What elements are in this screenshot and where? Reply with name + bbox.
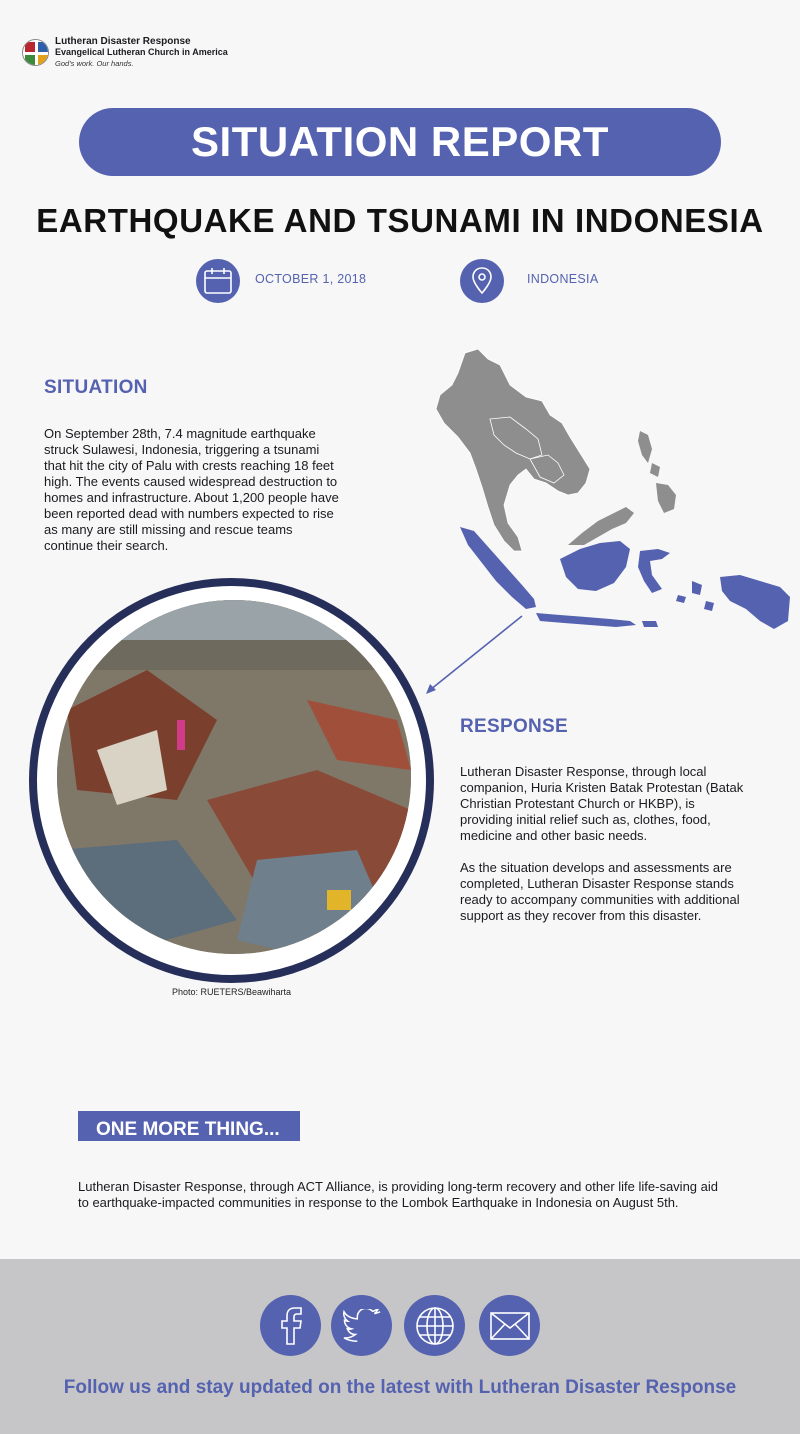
facebook-icon[interactable] (260, 1295, 321, 1356)
follow-us-text: Follow us and stay updated on the latest with Lutheran Disaster Response (63, 1377, 737, 1398)
one-more-thing-heading: ONE MORE THING... (78, 1111, 300, 1141)
disaster-photo (57, 600, 411, 954)
southeast-asia-map (430, 345, 795, 645)
footer (0, 1259, 800, 1434)
tagline: God's work. Our hands. (55, 59, 134, 68)
org-name: Lutheran Disaster Response (55, 36, 191, 47)
location-pin-icon (460, 259, 504, 303)
mail-icon[interactable] (479, 1295, 540, 1356)
report-date: OCTOBER 1, 2018 (255, 272, 367, 286)
church-name: Evangelical Lutheran Church in America (55, 47, 228, 57)
photo-credit: Photo: RUETERS/Beawiharta (172, 987, 292, 997)
response-paragraph-2: As the situation develops and assessments are completed, Lutheran Disaster Response stands ready to accompany communities with additional support as they recover from this disaster. (460, 860, 740, 923)
report-banner: SITUATION REPORT (79, 108, 721, 176)
response-paragraph-1: Lutheran Disaster Response, through local companion, Huria Kristen Batak Protestan (Batak Christian Protestant Church or HKBP), is providing initial relief such as, clothes, food, medicine and other basic needs. (460, 764, 744, 843)
elca-cross-logo-icon (22, 39, 49, 66)
twitter-icon[interactable] (331, 1295, 392, 1356)
report-location: INDONESIA (527, 272, 599, 286)
org-logo[interactable] (22, 36, 228, 69)
calendar-icon (196, 259, 240, 303)
situation-text: On September 28th, 7.4 magnitude earthquake struck Sulawesi, Indonesia, triggering a tsunami that hit the city of Palu with crests reaching 18 feet high. The events caused widespread destruction to homes and infrastructure. About 1,200 people have been reported dead with numbers expected to rise as many are still missing and rescue teams continue their search. (44, 426, 339, 553)
situation-heading: SITUATION (44, 377, 148, 398)
globe-icon[interactable] (404, 1295, 465, 1356)
org-name-block (55, 36, 228, 69)
map-pointer-arrow (420, 610, 530, 700)
page-title: EARTHQUAKE AND TSUNAMI IN INDONESIA (36, 202, 764, 239)
response-heading: RESPONSE (460, 716, 568, 737)
one-more-thing-text: Lutheran Disaster Response, through ACT Alliance, is providing long-term recovery and other life life-saving aid to earthquake-impacted communities in response to the Lombok Earthquake in Indonesia on August 5th. (78, 1179, 718, 1210)
